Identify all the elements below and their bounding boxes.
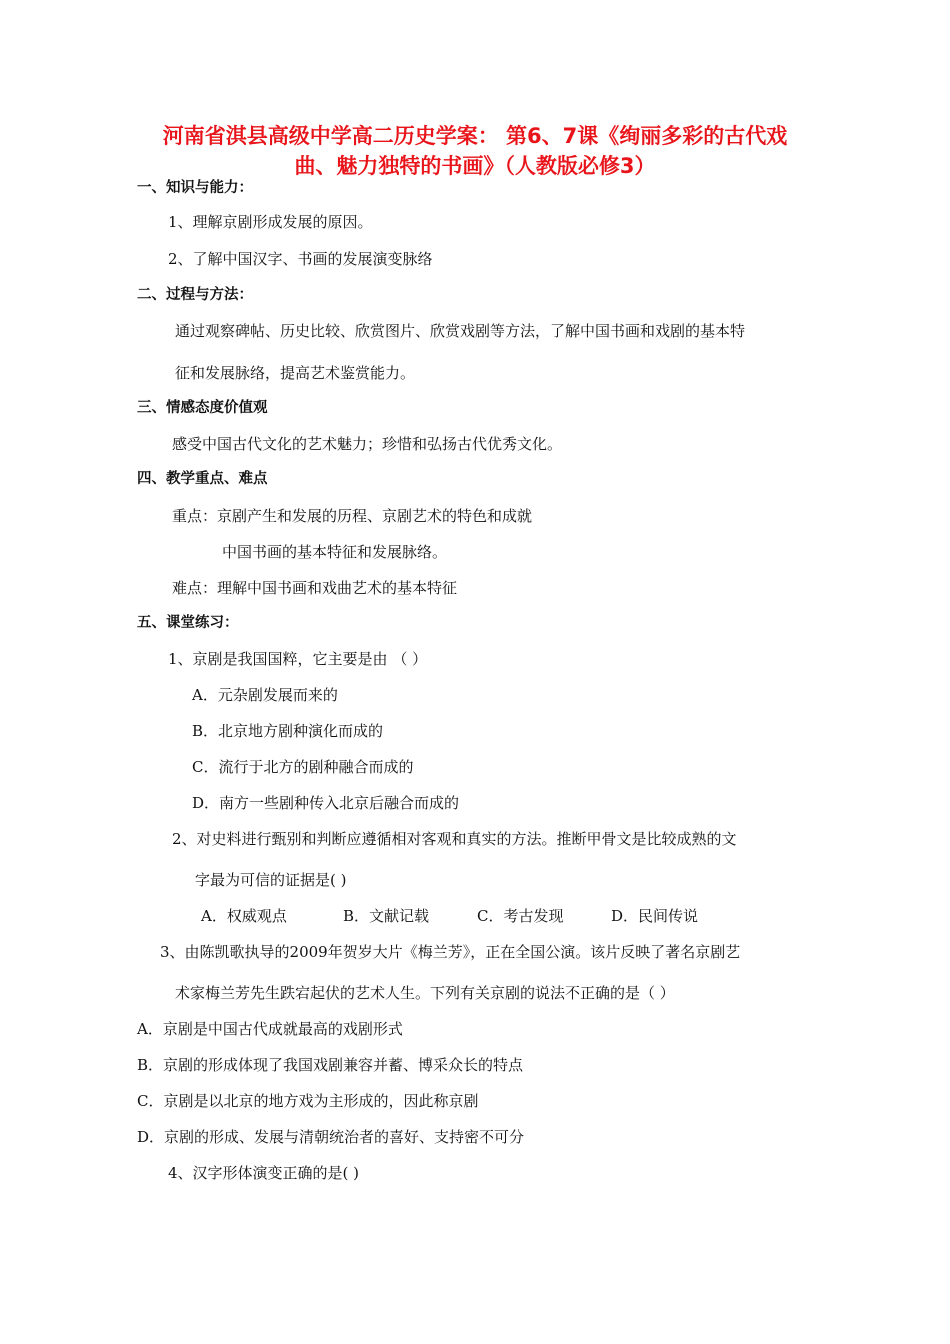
question-4-stem: 4、汉字形体演变正确的是( ) bbox=[168, 1164, 360, 1182]
section-2-line-1: 通过观察碑帖、历史比较、欣赏图片、欣赏戏剧等方法，了解中国书画和戏剧的基本特 bbox=[175, 322, 746, 340]
section-4-key-point-1: 重点：京剧产生和发展的历程、京剧艺术的特色和成就 bbox=[172, 507, 533, 525]
section-1-item-2: 2、了解中国汉字、书画的发展演变脉络 bbox=[168, 250, 433, 268]
section-2-line-2: 征和发展脉络，提高艺术鉴赏能力。 bbox=[175, 364, 416, 382]
question-3-option-a: A．京剧是中国古代成就最高的戏剧形式 bbox=[137, 1020, 403, 1038]
question-1-option-d: D．南方一些剧种传入北京后融合而成的 bbox=[192, 794, 460, 812]
question-1-option-a: A．元杂剧发展而来的 bbox=[192, 686, 338, 704]
section-4-heading: 四、教学重点、难点 bbox=[137, 471, 268, 487]
question-1-option-c: C．流行于北方的剧种融合而成的 bbox=[192, 758, 414, 776]
section-4-key-point-2: 中国书画的基本特征和发展脉络。 bbox=[222, 543, 448, 561]
question-1-option-b: B．北京地方剧种演化而成的 bbox=[192, 722, 384, 740]
question-3-option-d: D．京剧的形成、发展与清朝统治者的喜好、支持密不可分 bbox=[137, 1128, 525, 1146]
section-1-heading: 一、知识与能力： bbox=[137, 180, 253, 196]
document-title-line-2: 曲、魅力独特的书画》（人教版必修3） bbox=[294, 154, 656, 178]
question-2-option-b: B．文献记载 bbox=[343, 907, 430, 925]
section-5-heading: 五、课堂练习： bbox=[137, 615, 239, 631]
question-2-stem-line-1: 2、对史料进行甄别和判断应遵循相对客观和真实的方法。推断甲骨文是比较成熟的文 bbox=[172, 830, 737, 848]
question-3-option-c: C．京剧是以北京的地方戏为主形成的，因此称京剧 bbox=[137, 1092, 479, 1110]
question-2-option-a: A．权威观点 bbox=[201, 907, 287, 925]
question-3-option-b: B．京剧的形成体现了我国戏剧兼容并蓄、博采众长的特点 bbox=[137, 1056, 524, 1074]
section-4-difficulty: 难点：理解中国书画和戏曲艺术的基本特征 bbox=[172, 579, 458, 597]
question-2-stem-line-2: 字最为可信的证据是( ) bbox=[195, 871, 347, 889]
section-1-item-1: 1、理解京剧形成发展的原因。 bbox=[168, 213, 373, 231]
question-1-stem: 1、京剧是我国国粹，它主要是由 （ ） bbox=[168, 650, 428, 668]
question-3-stem-line-2: 术家梅兰芳先生跌宕起伏的艺术人生。下列有关京剧的说法不正确的是（ ） bbox=[175, 984, 675, 1002]
section-3-heading: 三、情感态度价值观 bbox=[137, 400, 268, 416]
question-2-option-c: C．考古发现 bbox=[477, 907, 564, 925]
question-2-option-d: D．民间传说 bbox=[611, 907, 699, 925]
section-2-heading: 二、过程与方法： bbox=[137, 287, 253, 303]
document-title-line-1: 河南省淇县高级中学高二历史学案： 第6、7课《绚丽多彩的古代戏 bbox=[162, 124, 788, 148]
section-3-text: 感受中国古代文化的艺术魅力；珍惜和弘扬古代优秀文化。 bbox=[172, 435, 563, 453]
question-3-stem-line-1: 3、由陈凯歌执导的2009年贺岁大片《梅兰芳》，正在全国公演。该片反映了著名京剧艺 bbox=[160, 943, 741, 961]
